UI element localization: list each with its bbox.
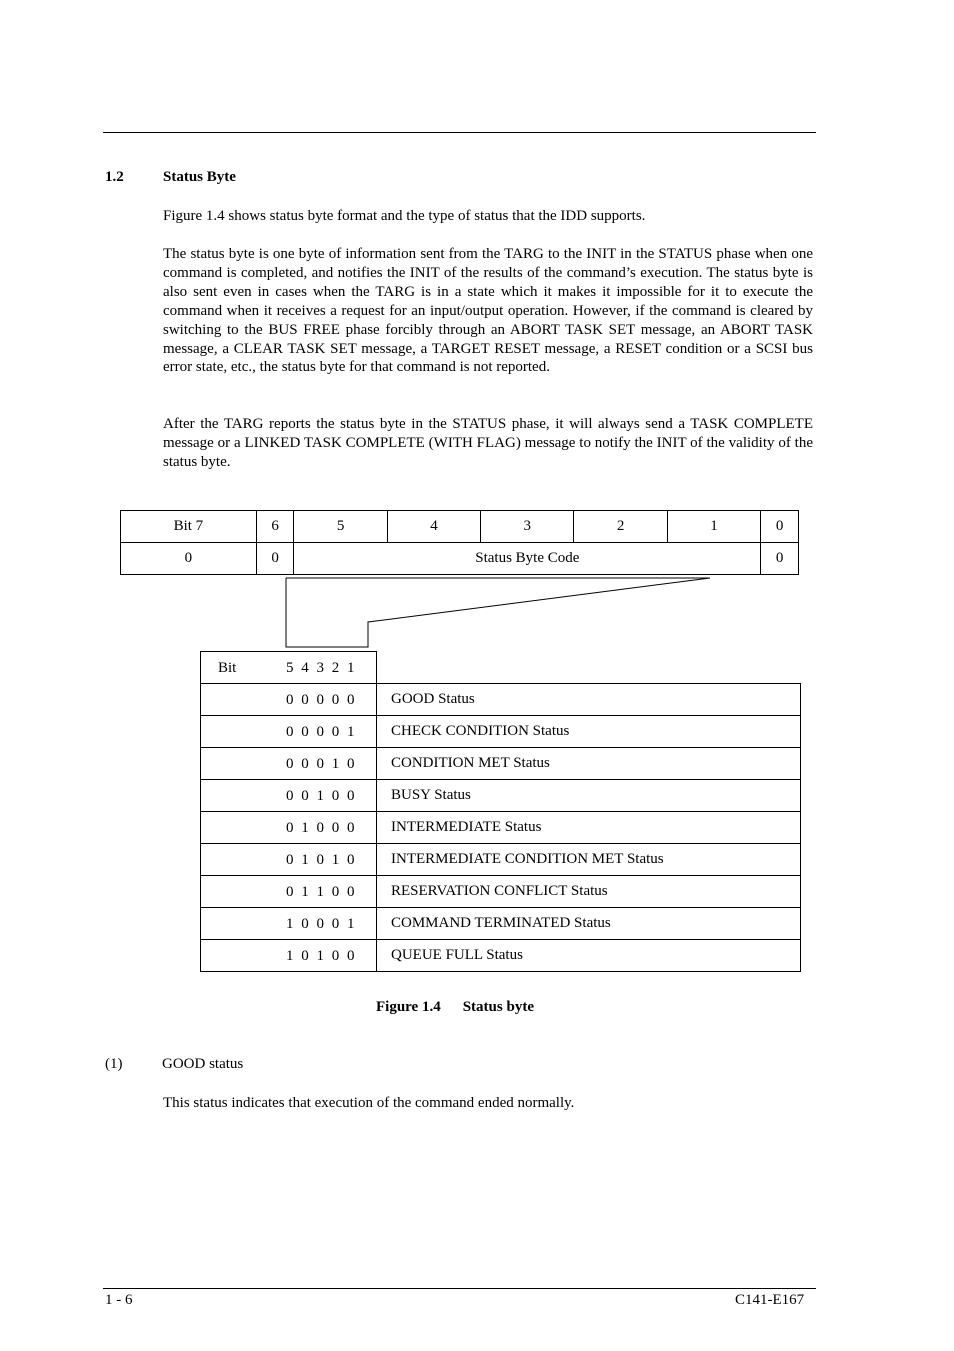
paragraph-task-complete: After the TARG reports the status byte in the STATUS phase, it will always send a TASK COMPLETE message or a LINKED TASK COMPLETE (WITH FLAG) message to notify the INIT of the validity of the status byte. bbox=[163, 416, 813, 470]
bits-cell bbox=[201, 748, 377, 780]
status-name: CHECK CONDITION Status bbox=[377, 716, 801, 748]
bit-header-row bbox=[121, 511, 799, 543]
status-byte-format-table bbox=[120, 510, 799, 575]
expansion-connector bbox=[280, 572, 720, 652]
status-name: CONDITION MET Status bbox=[377, 748, 801, 780]
figure-title: Status byte bbox=[462, 999, 534, 1015]
bit-pattern: 1 0 0 0 1 bbox=[286, 916, 355, 932]
item-title: GOOD status bbox=[162, 1056, 244, 1072]
bit-pattern: 0 1 0 0 0 bbox=[286, 820, 355, 836]
bits-cell bbox=[201, 716, 377, 748]
status-name: BUSY Status bbox=[377, 780, 801, 812]
bit-pattern: 1 0 1 0 0 bbox=[286, 948, 355, 964]
status-name: GOOD Status bbox=[377, 684, 801, 716]
codes-header-cell bbox=[201, 652, 377, 684]
status-name: INTERMEDIATE Status bbox=[377, 812, 801, 844]
table-row bbox=[201, 748, 801, 780]
status-name: COMMAND TERMINATED Status bbox=[377, 908, 801, 940]
document-id: C141-E167 bbox=[735, 1292, 805, 1308]
section-number: 1.2 bbox=[105, 169, 124, 185]
bit-header-cell: 6 bbox=[256, 511, 294, 543]
bits-cell bbox=[201, 876, 377, 908]
bits-cell bbox=[201, 780, 377, 812]
bits-cell bbox=[201, 908, 377, 940]
bits-cell bbox=[201, 844, 377, 876]
bit-positions: 5 4 3 2 1 bbox=[286, 660, 355, 676]
status-codes-table bbox=[200, 651, 801, 972]
item-number: (1) bbox=[105, 1056, 123, 1072]
table-row bbox=[201, 908, 801, 940]
bit-pattern: 0 1 1 0 0 bbox=[286, 884, 355, 900]
bit-header-cell: 3 bbox=[481, 511, 574, 543]
bit-label: Bit bbox=[218, 660, 237, 676]
footer-rule bbox=[103, 1288, 816, 1289]
figure-caption bbox=[376, 999, 534, 1016]
table-row bbox=[201, 876, 801, 908]
bits-cell bbox=[201, 684, 377, 716]
section-title: Status Byte bbox=[163, 169, 236, 185]
status-byte-code-cell: Status Byte Code bbox=[294, 543, 761, 575]
paragraph-intro: Figure 1.4 shows status byte format and the type of status that the IDD supports. bbox=[163, 208, 646, 224]
codes-header-empty bbox=[377, 652, 801, 684]
header-rule bbox=[103, 132, 816, 133]
bit-pattern: 0 1 0 1 0 bbox=[286, 852, 355, 868]
bit-pattern: 0 0 0 0 0 bbox=[286, 692, 355, 708]
bit-pattern: 0 0 0 0 1 bbox=[286, 724, 355, 740]
bits-cell bbox=[201, 812, 377, 844]
bit-header-cell: 0 bbox=[761, 511, 799, 543]
codes-header-row bbox=[201, 652, 801, 684]
page-number: 1 - 6 bbox=[105, 1292, 133, 1308]
bit-pattern: 0 0 0 1 0 bbox=[286, 756, 355, 772]
item-text: This status indicates that execution of the command ended normally. bbox=[163, 1095, 575, 1111]
figure-number: Figure 1.4 bbox=[376, 999, 441, 1015]
table-row bbox=[201, 940, 801, 972]
bit0-value: 0 bbox=[761, 543, 799, 575]
bit7-value: 0 bbox=[121, 543, 257, 575]
status-name: INTERMEDIATE CONDITION MET Status bbox=[377, 844, 801, 876]
table-row bbox=[201, 780, 801, 812]
bits-cell bbox=[201, 940, 377, 972]
table-row bbox=[201, 684, 801, 716]
table-row bbox=[201, 716, 801, 748]
bit-header-cell: 5 bbox=[294, 511, 387, 543]
bit6-value: 0 bbox=[256, 543, 294, 575]
status-name: QUEUE FULL Status bbox=[377, 940, 801, 972]
table-row bbox=[201, 844, 801, 876]
paragraph-description: The status byte is one byte of information sent from the TARG to the INIT in the STATUS phase when one command is completed, and notifies the INIT of the results of the command’s execution. The status byte is also sent even in cases when the TARG is in a state which it makes it impossible for it to execute the command when it receives a request for an input/output operation. However, if the command is cleared by switching to the BUS FREE phase forcibly through an ABORT TASK SET message, an ABORT TASK message, a CLEAR TASK SET message, a TARGET RESET message, a RESET condition or a SCSI bus error state, etc., the status byte for that command is not reported. bbox=[163, 246, 813, 376]
bit-value-row bbox=[121, 543, 799, 575]
bit-pattern: 0 0 1 0 0 bbox=[286, 788, 355, 804]
bit-header-cell: Bit 7 bbox=[121, 511, 257, 543]
bit-header-cell: 2 bbox=[574, 511, 667, 543]
bit-header-cell: 1 bbox=[667, 511, 760, 543]
bit-header-cell: 4 bbox=[387, 511, 480, 543]
status-name: RESERVATION CONFLICT Status bbox=[377, 876, 801, 908]
table-row bbox=[201, 812, 801, 844]
